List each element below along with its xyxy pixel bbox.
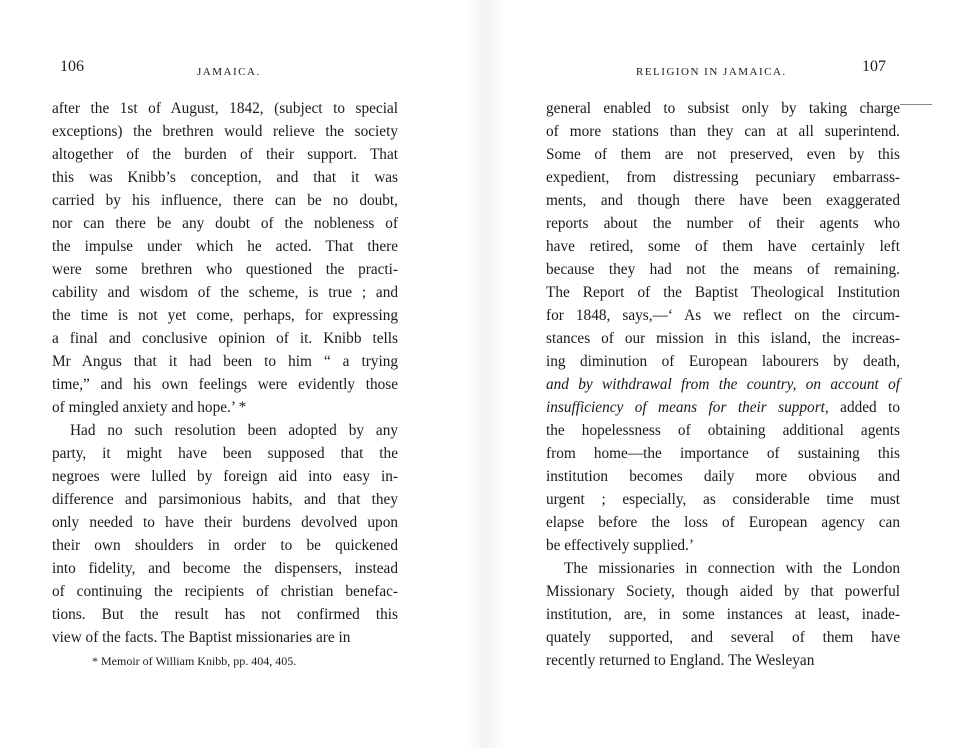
left-line: their own shoulders in order to be quickened bbox=[52, 537, 398, 554]
left-line: nor can there be any doubt of the nobleness of bbox=[52, 215, 398, 232]
left-line: time,” and his own feelings were evidently those bbox=[52, 376, 398, 393]
left-line: cability and wisdom of the scheme, is true ; and bbox=[52, 284, 398, 301]
left-line: this was Knibb’s conception, and that it was bbox=[52, 169, 398, 186]
right-line: the hopelessness of obtaining additional agents bbox=[546, 422, 900, 439]
right-line: stances of our mission in this island, the increas- bbox=[546, 330, 900, 347]
page-number-right: 107 bbox=[862, 58, 886, 75]
left-line: the impulse under which he acted. That there bbox=[52, 238, 398, 255]
right-line: be effectively supplied.’ bbox=[546, 537, 694, 554]
right-line: ing diminution of European labourers by death, bbox=[546, 353, 900, 370]
plain-text: added to bbox=[828, 399, 901, 416]
running-head-right: RELIGION IN JAMAICA. bbox=[636, 66, 787, 78]
right-line: elapse before the loss of European agency can bbox=[546, 514, 900, 531]
right-line: ments, and though there have been exaggerated bbox=[546, 192, 900, 209]
right-line: urgent ; especially, as considerable time must bbox=[546, 491, 900, 508]
right-line: institution becomes daily more obvious and bbox=[546, 468, 900, 485]
right-page bbox=[490, 0, 980, 748]
scan-mark bbox=[900, 104, 932, 105]
page-number-left: 106 bbox=[60, 58, 84, 75]
left-line: negroes were lulled by foreign aid into easy in- bbox=[52, 468, 398, 485]
left-line: a final and conclusive opinion of it. Knibb tells bbox=[52, 330, 398, 347]
right-line: Some of them are not preserved, even by this bbox=[546, 146, 900, 163]
left-line: exceptions) the brethren would relieve the society bbox=[52, 123, 398, 140]
left-line: Had no such resolution been adopted by any bbox=[70, 422, 398, 439]
left-line: of continuing the recipients of christian benefac- bbox=[52, 583, 398, 600]
left-line: the time is not yet come, perhaps, for expressing bbox=[52, 307, 398, 324]
left-line: difference and parsimonious habits, and that they bbox=[52, 491, 398, 508]
right-line: reports about the number of their agents who bbox=[546, 215, 900, 232]
left-line: were some brethren who questioned the practi- bbox=[52, 261, 398, 278]
left-line: only needed to have their burdens devolved upon bbox=[52, 514, 398, 531]
left-line: tions. But the result has not confirmed this bbox=[52, 606, 398, 623]
right-line: have retired, some of them have certainly left bbox=[546, 238, 900, 255]
right-line: The missionaries in connection with the London bbox=[564, 560, 900, 577]
left-line: carried by his influence, there can be no doubt, bbox=[52, 192, 398, 209]
right-line bbox=[546, 396, 900, 419]
right-line: general enabled to subsist only by taking charge bbox=[546, 100, 900, 117]
right-line bbox=[546, 373, 900, 396]
right-line: Missionary Society, though aided by that powerful bbox=[546, 583, 900, 600]
right-line: for 1848, says,—‘ As we reflect on the circum- bbox=[546, 307, 900, 324]
left-line: view of the facts. The Baptist missionaries are in bbox=[52, 629, 351, 646]
left-line: after the 1st of August, 1842, (subject to special bbox=[52, 100, 398, 117]
left-page-body bbox=[52, 97, 398, 649]
right-line: of more stations than they can at all superintend. bbox=[546, 123, 900, 140]
right-page-body bbox=[546, 97, 900, 672]
right-line: expedient, from distressing pecuniary embarrass- bbox=[546, 169, 900, 186]
footnote: * Memoir of William Knibb, pp. 404, 405. bbox=[92, 654, 297, 668]
italic-text: insufficiency of means for their support, bbox=[546, 399, 829, 416]
right-line: recently returned to England. The Wesleyan bbox=[546, 652, 815, 669]
right-line: The Report of the Baptist Theological Institution bbox=[546, 284, 900, 301]
italic-text: and by withdrawal from the country, on account of bbox=[546, 376, 900, 393]
left-line: of mingled anxiety and hope.’ * bbox=[52, 399, 247, 416]
right-line: quately supported, and several of them have bbox=[546, 629, 900, 646]
right-line: institution, are, in some instances at least, inade- bbox=[546, 606, 900, 623]
right-line: because they had not the means of remaining. bbox=[546, 261, 900, 278]
left-line: Mr Angus that it had been to him “ a trying bbox=[52, 353, 398, 370]
running-head-left: JAMAICA. bbox=[197, 66, 261, 78]
left-line: party, it might have been supposed that the bbox=[52, 445, 398, 462]
left-line: altogether of the burden of their support. That bbox=[52, 146, 398, 163]
right-line: from home—the importance of sustaining this bbox=[546, 445, 900, 462]
left-line: into fidelity, and become the dispensers, instead bbox=[52, 560, 398, 577]
